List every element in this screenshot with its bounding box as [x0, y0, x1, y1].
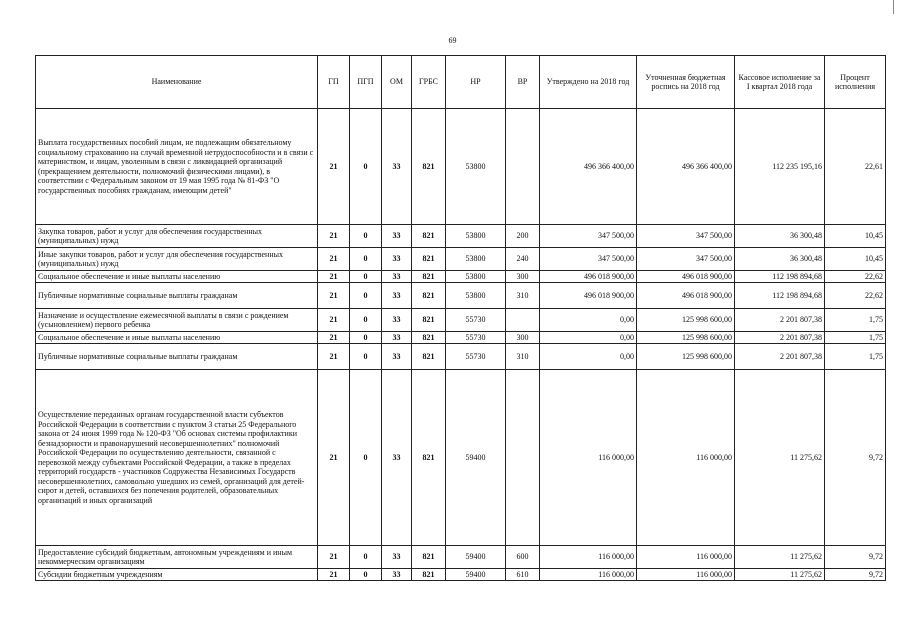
table-header-row — [36, 56, 886, 109]
cell-nr: 59400 — [446, 370, 506, 546]
cell-percent: 22,62 — [825, 283, 886, 309]
cell-vr — [506, 370, 540, 546]
cell-name: Иные закупки товаров, работ и услуг для обеспечения государственных (муниципальных) нужд — [36, 248, 318, 271]
cell-grbs: 821 — [412, 283, 446, 309]
cell-approved: 496 018 900,00 — [540, 283, 637, 309]
table-row — [36, 332, 886, 344]
cell-percent: 9,72 — [825, 370, 886, 546]
cell-pgp: 0 — [350, 271, 382, 283]
cell-gp: 21 — [318, 225, 350, 248]
table-row — [36, 248, 886, 271]
cell-grbs: 821 — [412, 271, 446, 283]
cell-vr: 310 — [506, 344, 540, 370]
cell-refined: 116 000,00 — [637, 370, 735, 546]
cell-om: 33 — [382, 309, 412, 332]
cell-pgp: 0 — [350, 309, 382, 332]
cell-approved: 0,00 — [540, 332, 637, 344]
table-row — [36, 109, 886, 225]
cell-pgp: 0 — [350, 344, 382, 370]
cell-name: Социальное обеспечение и иные выплаты населению — [36, 271, 318, 283]
cell-cash: 2 201 807,38 — [735, 332, 825, 344]
header-approved: Утверждено на 2018 год — [540, 56, 637, 109]
header-grbs: ГРБС — [412, 56, 446, 109]
cell-vr — [506, 109, 540, 225]
scan-edge-mark — [893, 0, 894, 14]
header-name: Наименование — [36, 56, 318, 109]
cell-cash: 112 198 894,68 — [735, 271, 825, 283]
table-row — [36, 546, 886, 569]
cell-approved: 0,00 — [540, 344, 637, 370]
cell-nr: 53800 — [446, 283, 506, 309]
header-percent: Процент исполнения — [825, 56, 886, 109]
cell-cash: 112 235 195,16 — [735, 109, 825, 225]
cell-name: Публичные нормативные социальные выплаты гражданам — [36, 283, 318, 309]
cell-vr: 610 — [506, 569, 540, 581]
cell-vr: 300 — [506, 332, 540, 344]
cell-name: Выплата государственных пособий лицам, не подлежащим обязательному социальному страхованию на случай временной нетрудоспособности и в связи с материнством, и лицам, уволенным в связи с ликвидацией организаций (прекращением деятельности, полномочий физическими лицами), в соответствии с Федеральным законом от 19 мая 1995 года № 81-ФЗ "О государственных пособиях гражданам, имеющим детей" — [36, 109, 318, 225]
cell-pgp: 0 — [350, 332, 382, 344]
cell-vr: 240 — [506, 248, 540, 271]
table-row — [36, 344, 886, 370]
cell-gp: 21 — [318, 370, 350, 546]
table-body — [36, 109, 886, 581]
cell-grbs: 821 — [412, 332, 446, 344]
cell-nr: 53800 — [446, 271, 506, 283]
cell-gp: 21 — [318, 109, 350, 225]
cell-gp: 21 — [318, 248, 350, 271]
cell-refined: 496 366 400,00 — [637, 109, 735, 225]
cell-approved: 496 366 400,00 — [540, 109, 637, 225]
budget-table — [35, 55, 886, 581]
cell-percent: 9,72 — [825, 569, 886, 581]
cell-vr — [506, 309, 540, 332]
cell-name: Назначение и осуществление ежемесячной выплаты в связи с рождением (усыновлением) первого ребенка — [36, 309, 318, 332]
cell-om: 33 — [382, 569, 412, 581]
cell-vr: 310 — [506, 283, 540, 309]
cell-approved: 116 000,00 — [540, 569, 637, 581]
cell-grbs: 821 — [412, 546, 446, 569]
cell-cash: 2 201 807,38 — [735, 309, 825, 332]
cell-om: 33 — [382, 546, 412, 569]
header-refined: Уточненная бюджетная роспись на 2018 год — [637, 56, 735, 109]
cell-vr: 600 — [506, 546, 540, 569]
cell-grbs: 821 — [412, 344, 446, 370]
cell-percent: 10,45 — [825, 248, 886, 271]
cell-percent: 1,75 — [825, 332, 886, 344]
header-om: ОМ — [382, 56, 412, 109]
cell-name: Предоставление субсидий бюджетным, автономным учреждениям и иным некоммерческим организациям — [36, 546, 318, 569]
cell-grbs: 821 — [412, 370, 446, 546]
cell-om: 33 — [382, 109, 412, 225]
cell-nr: 59400 — [446, 546, 506, 569]
header-cash: Кассовое исполнение за I квартал 2018 года — [735, 56, 825, 109]
cell-nr: 53800 — [446, 109, 506, 225]
cell-percent: 9,72 — [825, 546, 886, 569]
cell-gp: 21 — [318, 283, 350, 309]
table-row — [36, 271, 886, 283]
cell-percent: 22,62 — [825, 271, 886, 283]
cell-refined: 125 998 600,00 — [637, 309, 735, 332]
cell-approved: 116 000,00 — [540, 370, 637, 546]
cell-pgp: 0 — [350, 225, 382, 248]
cell-om: 33 — [382, 283, 412, 309]
cell-gp: 21 — [318, 271, 350, 283]
cell-nr: 55730 — [446, 344, 506, 370]
cell-gp: 21 — [318, 569, 350, 581]
cell-cash: 11 275,62 — [735, 569, 825, 581]
cell-cash: 11 275,62 — [735, 546, 825, 569]
table-row — [36, 225, 886, 248]
header-nr: НР — [446, 56, 506, 109]
cell-refined: 496 018 900,00 — [637, 283, 735, 309]
cell-approved: 347 500,00 — [540, 248, 637, 271]
cell-refined: 116 000,00 — [637, 546, 735, 569]
table-row — [36, 283, 886, 309]
cell-refined: 347 500,00 — [637, 248, 735, 271]
cell-vr: 300 — [506, 271, 540, 283]
cell-pgp: 0 — [350, 283, 382, 309]
cell-gp: 21 — [318, 344, 350, 370]
cell-grbs: 821 — [412, 248, 446, 271]
cell-grbs: 821 — [412, 309, 446, 332]
cell-cash: 36 300,48 — [735, 248, 825, 271]
cell-cash: 2 201 807,38 — [735, 344, 825, 370]
cell-nr: 55730 — [446, 332, 506, 344]
cell-name: Осуществление переданных органам государственной власти субъектов Российской Федерации в соответствии с пунктом 3 статьи 25 Федерального закона от 24 июня 1999 года № 120-ФЗ "Об основах системы профилактики безнадзорности и правонарушений несовершеннолетних" полномочий Российской Федерации по осуществлению деятельности, связанной с перевозкой между субъектами Российской Федерации, а также в пределах территорий государств - участников Содружества Независимых Государств несовершеннолетних, самовольно ушедших из семей, организаций для детей-сирот и детей, оставшихся без попечения родителей, образовательных организаций и иных организаций — [36, 370, 318, 546]
header-gp: ГП — [318, 56, 350, 109]
cell-pgp: 0 — [350, 569, 382, 581]
cell-grbs: 821 — [412, 569, 446, 581]
cell-om: 33 — [382, 248, 412, 271]
cell-name: Субсидии бюджетным учреждениям — [36, 569, 318, 581]
cell-gp: 21 — [318, 546, 350, 569]
cell-name: Публичные нормативные социальные выплаты гражданам — [36, 344, 318, 370]
cell-refined: 347 500,00 — [637, 225, 735, 248]
cell-nr: 53800 — [446, 225, 506, 248]
cell-percent: 22,61 — [825, 109, 886, 225]
cell-approved: 116 000,00 — [540, 546, 637, 569]
cell-name: Закупка товаров, работ и услуг для обеспечения государственных (муниципальных) нужд — [36, 225, 318, 248]
cell-refined: 116 000,00 — [637, 569, 735, 581]
page-number: 69 — [448, 36, 457, 45]
cell-approved: 347 500,00 — [540, 225, 637, 248]
cell-grbs: 821 — [412, 225, 446, 248]
table-row — [36, 569, 886, 581]
cell-approved: 0,00 — [540, 309, 637, 332]
cell-cash: 112 198 894,68 — [735, 283, 825, 309]
table-row — [36, 309, 886, 332]
cell-om: 33 — [382, 332, 412, 344]
cell-pgp: 0 — [350, 109, 382, 225]
cell-pgp: 0 — [350, 546, 382, 569]
cell-om: 33 — [382, 271, 412, 283]
cell-pgp: 0 — [350, 370, 382, 546]
cell-percent: 10,45 — [825, 225, 886, 248]
cell-pgp: 0 — [350, 248, 382, 271]
cell-vr: 200 — [506, 225, 540, 248]
cell-percent: 1,75 — [825, 344, 886, 370]
cell-nr: 55730 — [446, 309, 506, 332]
cell-refined: 496 018 900,00 — [637, 271, 735, 283]
cell-om: 33 — [382, 225, 412, 248]
cell-percent: 1,75 — [825, 309, 886, 332]
cell-approved: 496 018 900,00 — [540, 271, 637, 283]
cell-cash: 11 275,62 — [735, 370, 825, 546]
cell-refined: 125 998 600,00 — [637, 332, 735, 344]
cell-cash: 36 300,48 — [735, 225, 825, 248]
cell-om: 33 — [382, 370, 412, 546]
cell-gp: 21 — [318, 332, 350, 344]
cell-gp: 21 — [318, 309, 350, 332]
table-row — [36, 370, 886, 546]
cell-om: 33 — [382, 344, 412, 370]
header-vr: ВР — [506, 56, 540, 109]
header-pgp: ПГП — [350, 56, 382, 109]
cell-nr: 53800 — [446, 248, 506, 271]
cell-name: Социальное обеспечение и иные выплаты населению — [36, 332, 318, 344]
cell-nr: 59400 — [446, 569, 506, 581]
cell-refined: 125 998 600,00 — [637, 344, 735, 370]
cell-grbs: 821 — [412, 109, 446, 225]
